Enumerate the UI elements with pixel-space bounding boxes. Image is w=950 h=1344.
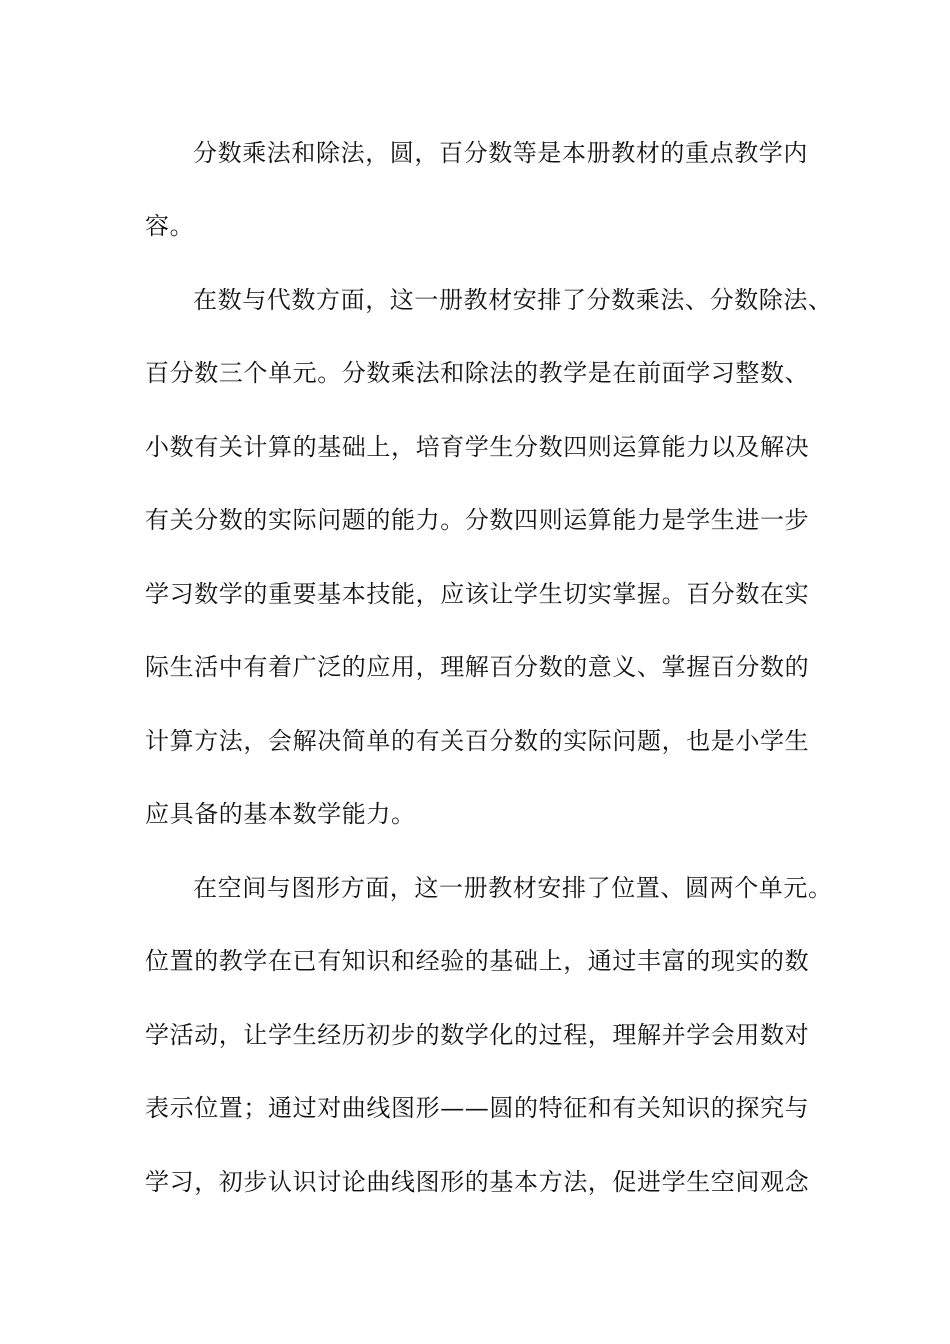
paragraph-3-line-4: 表示位置；通过对曲线图形——圆的特征和有关知识的探究与 xyxy=(145,1094,810,1122)
paragraph-2-line-7: 计算方法，会解决简单的有关百分数的实际问题，也是小学生 xyxy=(145,727,810,755)
paragraph-2-line-6: 际生活中有着广泛的应用，理解百分数的意义、掌握百分数的 xyxy=(145,653,810,681)
paragraph-2-line-5: 学习数学的重要基本技能，应该让学生切实掌握。百分数在实 xyxy=(145,580,810,608)
paragraph-2-line-3: 小数有关计算的基础上，培育学生分数四则运算能力以及解决 xyxy=(145,433,810,461)
paragraph-1-line-1: 分数乘法和除法，圆，百分数等是本册教材的重点教学内 xyxy=(193,139,808,167)
paragraph-1-line-2: 容。 xyxy=(145,212,195,240)
paragraph-3-line-3: 学活动，让学生经历初步的数学化的过程，理解并学会用数对 xyxy=(145,1021,810,1049)
paragraph-3-line-2: 位置的教学在已有知识和经验的基础上，通过丰富的现实的数 xyxy=(145,947,810,975)
paragraph-3-line-5: 学习，初步认识讨论曲线图形的基本方法，促进学生空间观念 xyxy=(145,1168,810,1196)
paragraph-2-line-2: 百分数三个单元。分数乘法和除法的教学是在前面学习整数、 xyxy=(145,359,810,387)
paragraph-2-line-1: 在数与代数方面，这一册教材安排了分数乘法、分数除法、 xyxy=(193,286,833,314)
paragraph-2-line-4: 有关分数的实际问题的能力。分数四则运算能力是学生进一步 xyxy=(145,506,810,534)
paragraph-3-line-1: 在空间与图形方面，这一册教材安排了位置、圆两个单元。 xyxy=(193,874,833,902)
paragraph-2-line-8: 应具备的基本数学能力。 xyxy=(145,800,416,828)
